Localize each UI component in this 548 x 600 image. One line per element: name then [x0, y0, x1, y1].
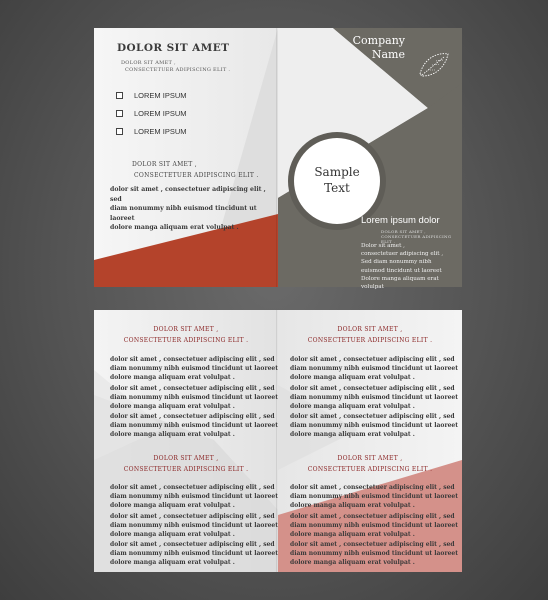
para-line: diam nonummy nibh euismod tincidunt ut laoreet: [110, 365, 279, 372]
para-line: dolore manga aliquam erat volulpat .: [110, 531, 235, 538]
paragraph: [110, 384, 278, 411]
para-line: diam nonummy nibh euismod tincidunt ut laoreet: [110, 550, 279, 557]
para-line: diam nonummy nibh euismod tincidunt ut laoreet: [290, 550, 459, 557]
section-subtitle: CONSECTETUER ADIPISCING ELIT .: [307, 337, 433, 344]
micro-text-1: DOLOR SIT AMET ,: [381, 229, 426, 234]
para-line: dolore manga aliquam erat volulpat .: [290, 403, 415, 410]
company-name: [353, 34, 405, 62]
company-line: Company: [352, 34, 405, 47]
para-line: dolor sit amet , consectetuer adipiscing elit , sed: [110, 541, 275, 548]
para-line: diam nonummy nibh euismod tincidunt ut laoreet: [110, 493, 279, 500]
micro-text-2: CONSECTETUER ADIPISCING ELIT .: [125, 67, 231, 73]
list-item-label: LOREM IPSUM: [134, 91, 187, 100]
company-line: Name: [371, 48, 405, 61]
para-line: dolore manga aliquam erat volulpat .: [110, 431, 235, 438]
para-line: dolore manga aliquam erat volulpat .: [290, 374, 415, 381]
checkbox-icon: [116, 110, 123, 117]
para-line: diam nonummy nibh euismod tincidunt ut laoreet: [290, 394, 459, 401]
para-line: dolor sit amet , consectetuer adipiscing elit , sed: [290, 356, 455, 363]
section-title: DOLOR SIT AMET ,: [153, 455, 219, 462]
para-line: dolore manga aliquam erat volulpat .: [290, 431, 415, 438]
paragraph: [110, 412, 278, 439]
body-line: dolor sit amet , consectetuer adipiscing elit , sed: [110, 186, 266, 203]
subtitle-1: DOLOR SIT AMET ,: [132, 161, 197, 168]
paragraph: [290, 412, 458, 439]
paragraph: [110, 355, 278, 382]
body-line: Dolor sit amet ,: [361, 243, 405, 249]
paragraph: [290, 483, 458, 510]
body-line: euismod tincidunt ut laoreet: [361, 267, 442, 274]
para-line: dolor sit amet , consectetuer adipiscing elit , sed: [290, 413, 455, 420]
para-line: dolore manga aliquam erat volulpat .: [110, 502, 235, 509]
paragraph: [290, 384, 458, 411]
panel-title: DOLOR SIT AMET: [117, 42, 230, 54]
brochure-front-right-panel: [278, 28, 462, 291]
para-line: dolore manga aliquam erat volulpat .: [110, 374, 235, 381]
para-line: dolore manga aliquam erat volulpat .: [110, 403, 235, 410]
brochure-front-left-panel: [94, 28, 278, 287]
para-line: diam nonummy nibh euismod tincidunt ut laoreet: [290, 365, 459, 372]
para-line: dolor sit amet , consectetuer adipiscing elit , sed: [290, 541, 455, 548]
para-line: diam nonummy nibh euismod tincidunt ut laoreet: [290, 493, 459, 500]
checkbox-icon: [116, 92, 123, 99]
paragraph: [290, 512, 458, 539]
subtitle-2: CONSECTETUER ADIPISCING ELIT .: [134, 172, 259, 179]
section-subtitle: CONSECTETUER ADIPISCING ELIT .: [123, 466, 249, 473]
para-line: dolor sit amet , consectetuer adipiscing elit , sed: [110, 413, 275, 420]
brochure-inside-right-panel: [278, 310, 462, 572]
para-line: diam nonummy nibh euismod tincidunt ut laoreet: [110, 394, 279, 401]
body-line: diam nonummy nibh euismod tincidunt ut laoreet: [110, 205, 257, 222]
body-line: consectetuer adipiscing elit ,: [361, 251, 444, 258]
paragraph: [290, 355, 458, 382]
para-line: dolore manga aliquam erat volulpat .: [110, 559, 235, 566]
para-line: diam nonummy nibh euismod tincidunt ut laoreet: [290, 522, 459, 529]
para-line: diam nonummy nibh euismod tincidunt ut laoreet: [110, 522, 279, 529]
para-line: dolor sit amet , consectetuer adipiscing elit , sed: [290, 513, 455, 520]
para-line: dolor sit amet , consectetuer adipiscing elit , sed: [110, 356, 275, 363]
para-line: dolor sit amet , consectetuer adipiscing elit , sed: [110, 513, 275, 520]
section-heading: Lorem ipsum dolor: [361, 215, 440, 226]
section-title: DOLOR SIT AMET ,: [337, 455, 403, 462]
leaf-logo-icon: [416, 50, 452, 80]
body-line: Sed diam nonummy nibh: [361, 259, 432, 266]
paragraph: [290, 540, 458, 567]
para-line: dolore manga aliquam erat volulpat .: [290, 531, 415, 538]
para-line: dolore manga aliquam erat volulpat .: [290, 502, 415, 509]
section-subtitle: CONSECTETUER ADIPISCING ELIT .: [307, 466, 433, 473]
circle-line: Text: [324, 181, 350, 195]
body-text: [361, 242, 462, 291]
section-title: DOLOR SIT AMET ,: [337, 326, 403, 333]
para-line: dolor sit amet , consectetuer adipiscing elit , sed: [110, 484, 275, 491]
micro-text-1: DOLOR SIT AMET ,: [121, 60, 176, 66]
para-line: diam nonummy nibh euismod tincidunt ut laoreet: [110, 422, 279, 429]
section-subtitle: CONSECTETUER ADIPISCING ELIT .: [123, 337, 249, 344]
para-line: dolor sit amet , consectetuer adipiscing elit , sed: [290, 385, 455, 392]
para-line: dolor sit amet , consectetuer adipiscing elit , sed: [290, 484, 455, 491]
micro-text-2: CONSECTETUER ADIPISCING ELIT .: [381, 234, 452, 244]
checkbox-icon: [116, 128, 123, 135]
circle-line: Sample: [314, 165, 360, 179]
para-line: dolore manga aliquam erat volulpat .: [290, 559, 415, 566]
sample-text-circle: [294, 138, 380, 224]
para-line: dolor sit amet , consectetuer adipiscing elit , sed: [110, 385, 275, 392]
list-item-label: LOREM IPSUM: [134, 109, 187, 118]
paragraph: [110, 483, 278, 510]
section-title: DOLOR SIT AMET ,: [153, 326, 219, 333]
body-line: Dolore manga aliquam erat volulpat: [361, 275, 439, 291]
list-item-label: LOREM IPSUM: [134, 127, 187, 136]
brochure-inside-left-panel: [94, 310, 278, 572]
paragraph: [110, 512, 278, 539]
body-line: dolore manga aliquam erat volulpat .: [110, 224, 239, 231]
body-text: [110, 185, 278, 233]
para-line: diam nonummy nibh euismod tincidunt ut laoreet: [290, 422, 459, 429]
paragraph: [110, 540, 278, 567]
